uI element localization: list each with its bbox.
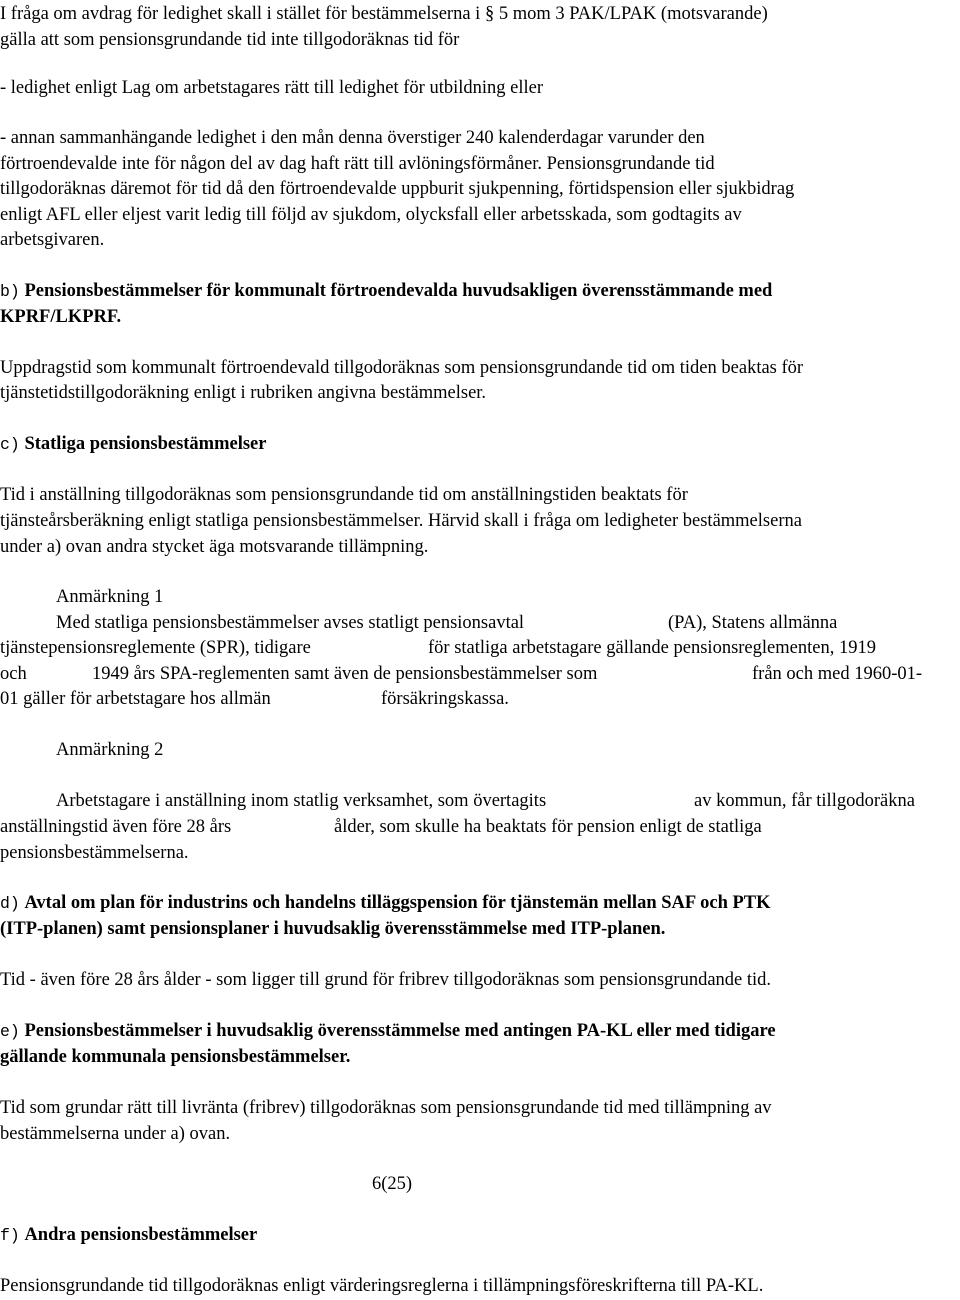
section-f-letter: f) bbox=[0, 1226, 20, 1245]
intro-bullet-1: - ledighet enligt Lag om arbetstagares rätt till ledighet för utbildning eller bbox=[0, 78, 544, 98]
section-d-letter: d) bbox=[0, 894, 20, 913]
intro-line-2: gälla att som pensionsgrundande tid inte tillgodoräknas tid för bbox=[0, 30, 460, 50]
section-f-heading-line bbox=[0, 1223, 257, 1249]
intro-cont-line-1: tillgodoräknas däremot för tid då den förtroendevalde uppburit sjukpenning, förtidspension eller sjukbidrag bbox=[0, 179, 795, 199]
section-b-heading-line-2: KPRF/LKPRF. bbox=[0, 307, 122, 327]
section-e-heading-line-2: gällande kommunala pensionsbestämmelser. bbox=[0, 1047, 351, 1067]
note-1-line-2a: tjänstepensionsreglemente (SPR), tidigare bbox=[0, 638, 311, 658]
section-d-body: Tid - även före 28 års ålder - som ligger till grund för fribrev tillgodoräknas som pensionsgrundande tid. bbox=[0, 970, 772, 990]
section-c-heading: Statliga pensionsbestämmelser bbox=[24, 434, 267, 454]
section-b-heading-line-1 bbox=[0, 279, 772, 305]
section-c-heading-line bbox=[0, 432, 266, 458]
note-2-title: Anmärkning 2 bbox=[56, 740, 164, 760]
note-2-line-2b: ålder, som skulle ha beaktats för pension enligt de statliga bbox=[334, 817, 762, 837]
note-2-line-1a: Arbetstagare i anställning inom statlig verksamhet, som övertagits bbox=[56, 791, 547, 811]
note-1-line-3a: och bbox=[0, 664, 27, 684]
section-b-heading: Pensionsbestämmelser för kommunalt förtroendevalda huvudsakligen överensstämmande med bbox=[24, 281, 773, 301]
section-b-body-line-1: Uppdragstid som kommunalt förtroendevald tillgodoräknas som pensionsgrundande tid om tiden beaktas för bbox=[0, 358, 804, 378]
note-1-line-4a: 01 gäller för arbetstagare hos allmän bbox=[0, 689, 271, 709]
note-1-line-2b: för statliga arbetstagare gällande pensionsreglementen, 1919 bbox=[428, 638, 876, 658]
section-d-heading-line-2: (ITP-planen) samt pensionsplaner i huvudsaklig överensstämmelse med ITP-planen. bbox=[0, 919, 666, 939]
section-e-heading-line-1 bbox=[0, 1019, 776, 1045]
intro-cont-line-2: enligt AFL eller eljest varit ledig till följd av sjukdom, olycksfall eller arbetsskada, som godtagits av bbox=[0, 205, 742, 225]
section-b-body-line-2: tjänstetidstillgodoräkning enligt i rubriken angivna bestämmelser. bbox=[0, 383, 487, 403]
section-d-heading-line-1 bbox=[0, 891, 771, 917]
section-c-body-line-3: under a) ovan andra stycket äga motsvarande tillämpning. bbox=[0, 537, 429, 557]
section-e-body-line-2: bestämmelserna under a) ovan. bbox=[0, 1124, 231, 1144]
page-number: 6(25) bbox=[372, 1174, 413, 1194]
section-e-letter: e) bbox=[0, 1022, 20, 1041]
intro-bullet-2-line-1: - annan sammanhängande ledighet i den mån denna överstiger 240 kalenderdagar varunder den bbox=[0, 128, 705, 148]
intro-cont-line-3: arbetsgivaren. bbox=[0, 230, 105, 250]
note-1-line-4b: försäkringskassa. bbox=[381, 689, 509, 709]
section-e-heading: Pensionsbestämmelser i huvudsaklig överensstämmelse med antingen PA-KL eller med tidigare bbox=[24, 1021, 776, 1041]
section-d-heading: Avtal om plan för industrins och handelns tilläggspension för tjänstemän mellan SAF och PTK bbox=[24, 893, 771, 913]
section-f-heading: Andra pensionsbestämmelser bbox=[24, 1225, 258, 1245]
note-1-line-1a: Med statliga pensionsbestämmelser avses statligt pensionsavtal bbox=[56, 613, 525, 633]
intro-line-1: I fråga om avdrag för ledighet skall i stället för bestämmelserna i § 5 mom 3 PAK/LPAK (motsvarande) bbox=[0, 4, 768, 24]
note-2-line-1b: av kommun, får tillgodoräkna bbox=[694, 791, 915, 811]
section-c-body-line-2: tjänsteårsberäkning enligt statliga pensionsbestämmelser. Härvid skall i fråga om ledigheter bestämmelserna bbox=[0, 511, 802, 531]
note-1-line-3b: 1949 års SPA-reglementen samt även de pensionsbestämmelser som bbox=[92, 664, 598, 684]
intro-bullet-2-line-2: förtroendevalde inte för någon del av dag haft rätt till avlöningsförmåner. Pensionsgrundande tid bbox=[0, 154, 715, 174]
note-2-line-2a: anställningstid även före 28 års bbox=[0, 817, 232, 837]
section-f-body: Pensionsgrundande tid tillgodoräknas enligt värderingsreglerna i tillämpningsföreskrifterna till PA-KL. bbox=[0, 1276, 764, 1296]
section-c-body-line-1: Tid i anställning tillgodoräknas som pensionsgrundande tid om anställningstiden beaktats för bbox=[0, 485, 688, 505]
section-e-body-line-1: Tid som grundar rätt till livränta (fribrev) tillgodoräknas som pensionsgrundande tid med tillämpning av bbox=[0, 1098, 772, 1118]
note-1-title: Anmärkning 1 bbox=[56, 587, 164, 607]
note-1-line-3c: från och med 1960-01- bbox=[752, 664, 923, 684]
note-2-line-3: pensionsbestämmelserna. bbox=[0, 843, 189, 863]
section-c-letter: c) bbox=[0, 435, 20, 454]
section-b-letter: b) bbox=[0, 282, 20, 301]
note-1-line-1b: (PA), Statens allmänna bbox=[668, 613, 838, 633]
